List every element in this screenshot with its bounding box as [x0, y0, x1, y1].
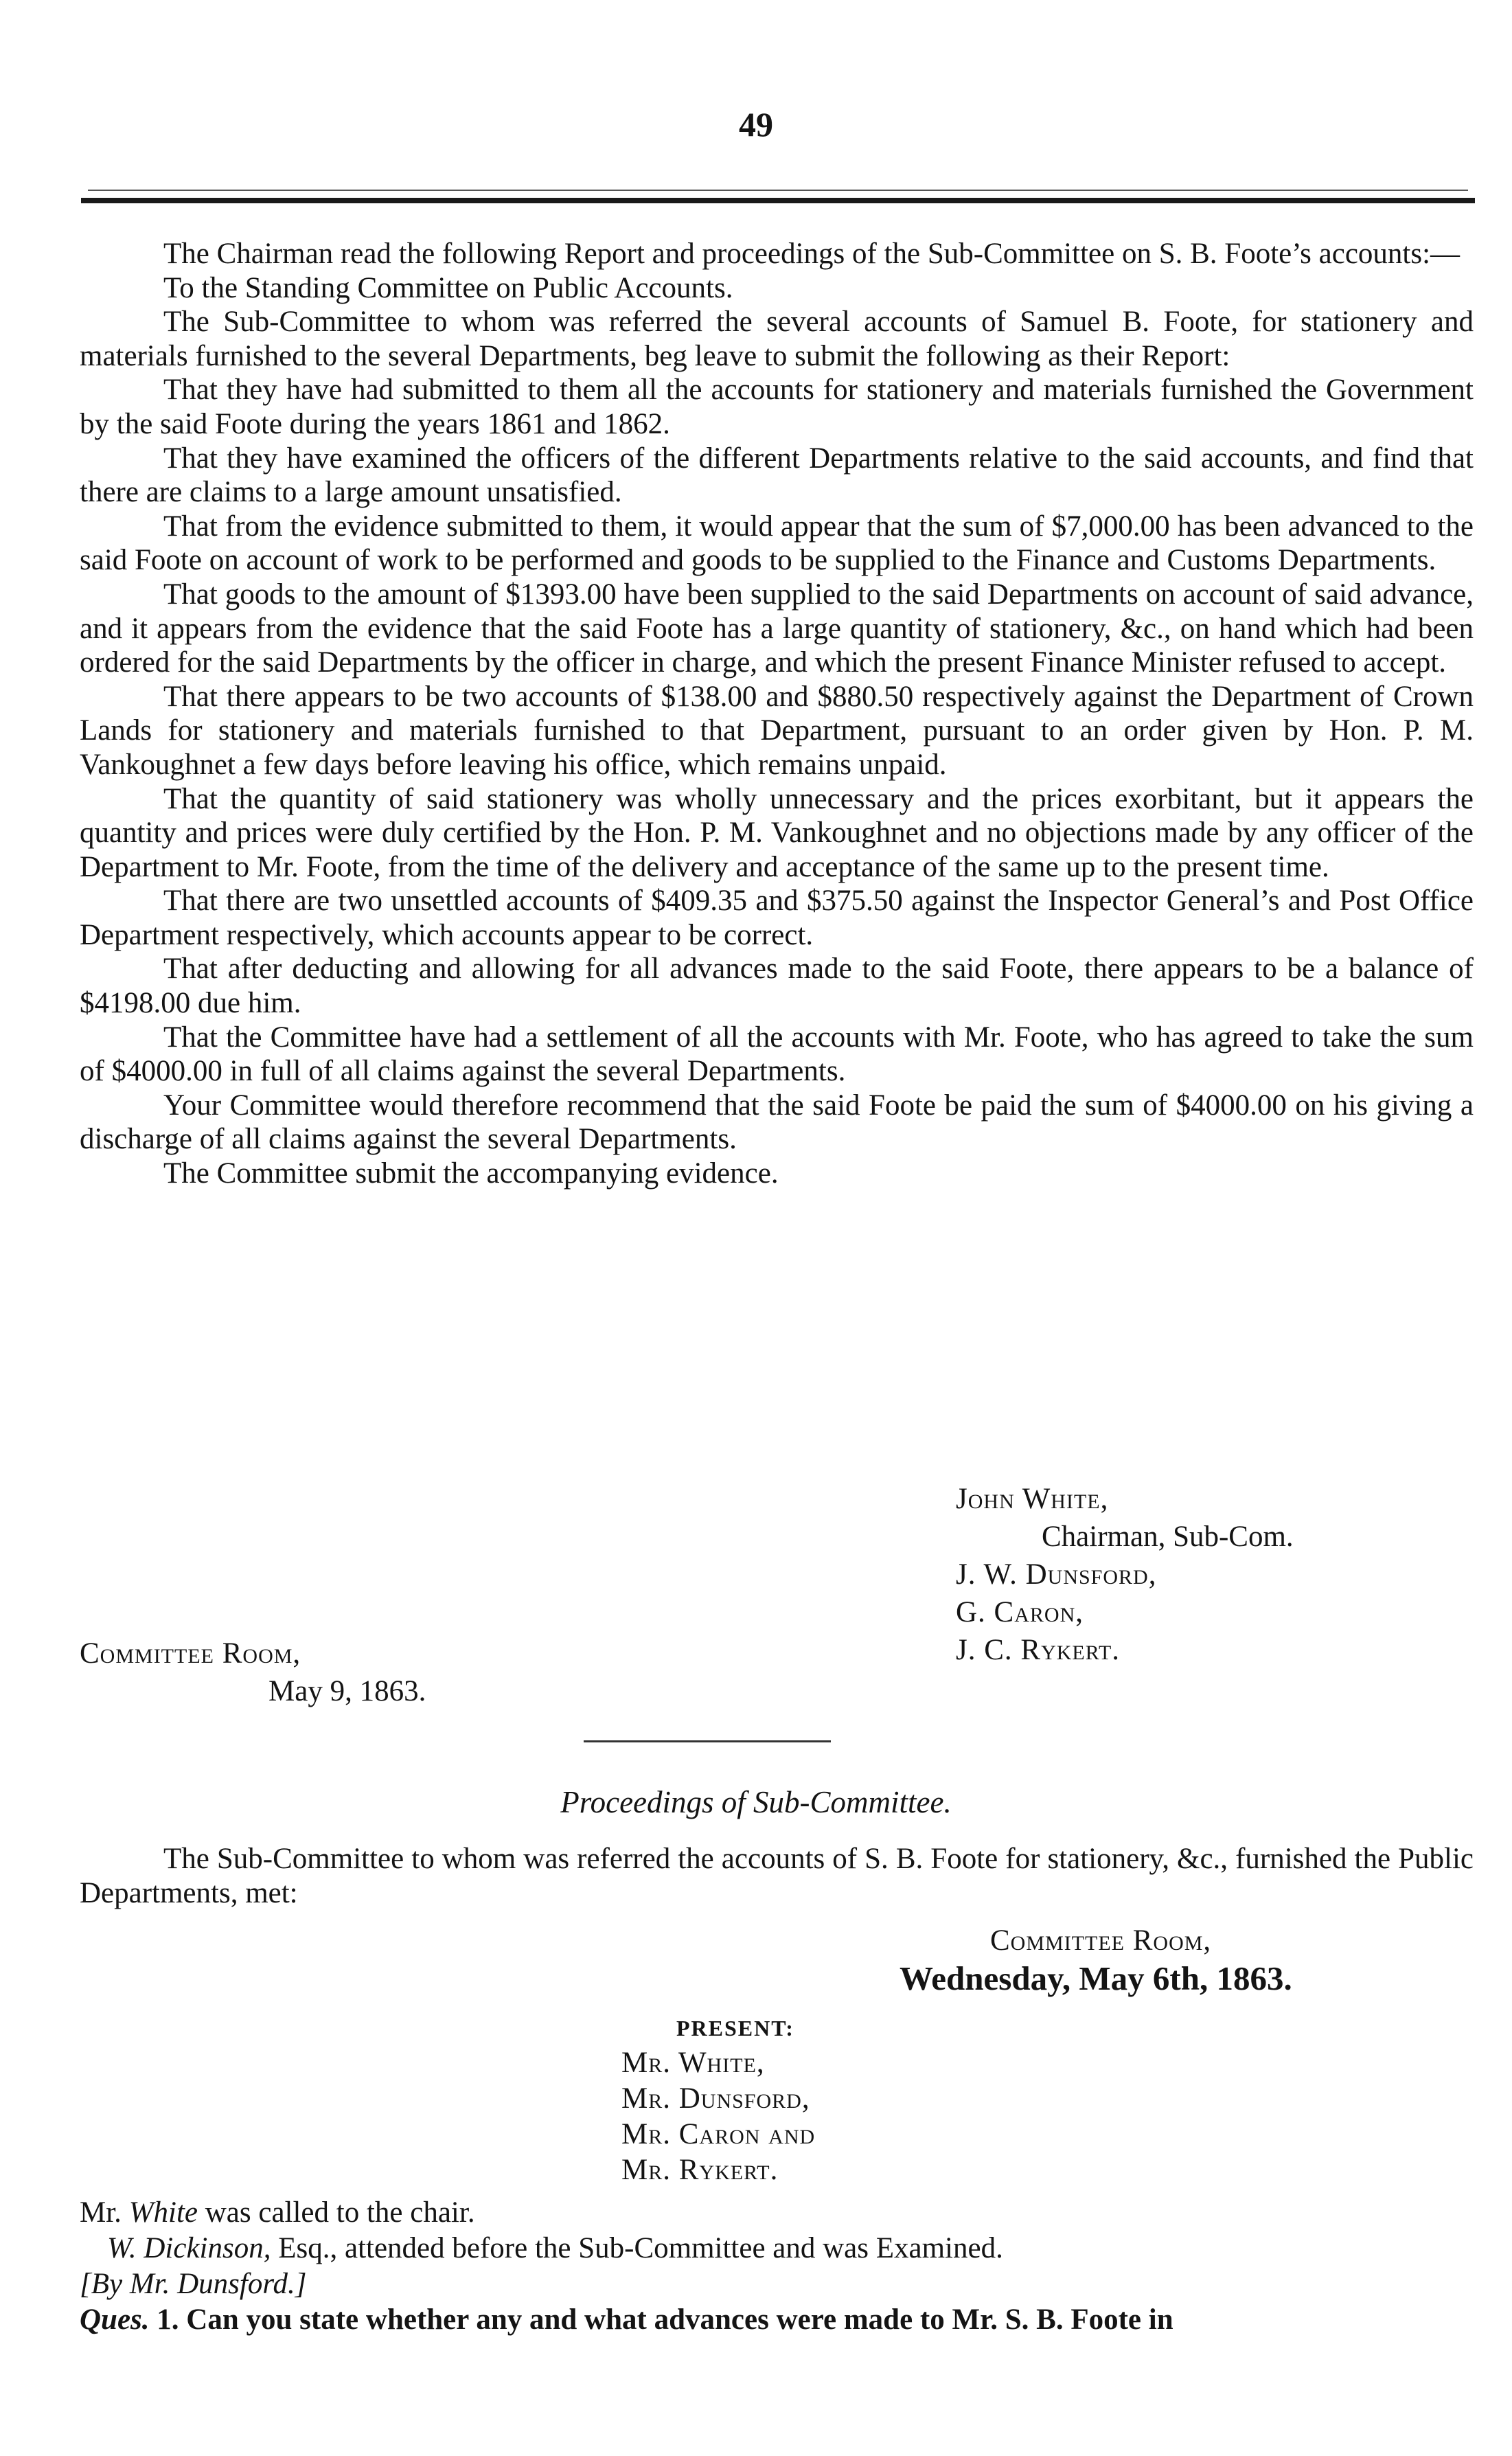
witness-rest: Esq., attended before the Sub-Committee and was Examined. — [271, 2232, 1003, 2264]
report-paragraph: Your Committee would therefore recommend that the said Foote be paid the sum of $4000.00 on his giving a discharge of all claims against the several Departments. — [80, 1089, 1474, 1156]
report-paragraph: To the Standing Committee on Public Accounts. — [163, 271, 733, 304]
report-paragraph: That they have examined the officers of the different Departments relative to the said accounts, and find that there are claims to a large amount unsatisfied. — [80, 442, 1474, 509]
chair-line: Mr. White was called to the chair. — [80, 2196, 475, 2229]
report-paragraph: That they have had submitted to them all the accounts for stationery and materials furnished the Government by the said Foote during the years 1861 and 1862. — [80, 374, 1474, 440]
header-rule-thick — [81, 198, 1475, 203]
signatory-member: J. C. Rykert. — [956, 1634, 1121, 1666]
signatory-chairman: John White, — [956, 1483, 1109, 1515]
section-divider — [584, 1740, 831, 1742]
report-paragraph: That there are two unsettled accounts of $409.35 and $375.50 against the Inspector General’s and Post Office Department respectively, which accounts appear to be correct. — [80, 885, 1474, 951]
proceedings-room: Committee Room, — [990, 1924, 1212, 1957]
report-paragraph: That from the evidence submitted to them, it would appear that the sum of $7,000.00 has been advanced to the said Foote on account of work to be performed and goods to be supplied to the Finance and Customs Departments. — [80, 510, 1474, 577]
signatory-member: J. W. Dunsford, — [956, 1558, 1157, 1591]
proceedings-date: Wednesday, May 6th, 1863. — [900, 1959, 1292, 1997]
report-paragraph: That goods to the amount of $1393.00 have been supplied to the said Departments on account of said advance, and it appears from the evidence that the said Foote has a large quantity of stationery, &c., on hand which had been ordered for the said Departments by the officer in charge, and which the present Finance Minister refused to accept. — [80, 578, 1474, 679]
header-rule-thin — [88, 190, 1468, 191]
report-paragraph: That after deducting and allowing for all advances made to the said Foote, there appears to be a balance of $4198.00 due him. — [80, 953, 1474, 1020]
report-paragraph: That there appears to be two accounts of $138.00 and $880.50 respectively against the Department of Crown Lands for stationery and materials furnished to that Department, pursuant to an order given by Hon. P. M. Vankoughnet a few days before leaving his office, which remains unpaid. — [80, 680, 1474, 781]
report-paragraph: That the quantity of said stationery was wholly unnecessary and the prices exorbitant, but it appears the quantity and prices were duly certified by the Hon. P. M. Vankoughnet and no objections made by any officer of the Department to Mr. Foote, from the time of the delivery and acceptance of the same up to the present time. — [80, 782, 1474, 883]
signature-block — [956, 1480, 1294, 1669]
report-body — [80, 237, 1474, 1191]
chairman-title: Chairman, Sub-Com. — [1042, 1521, 1294, 1553]
question-label: Ques. — [80, 2304, 150, 2336]
present-member: Mr. White, — [621, 2047, 765, 2079]
report-paragraph: The Sub-Committee to whom was referred the several accounts of Samuel B. Foote, for stationery and materials furnished to the several Departments, beg leave to submit the following as their Report: — [80, 306, 1474, 372]
report-paragraph: That the Committee have had a settlement of all the accounts with Mr. Foote, who has agreed to take the sum of $4000.00 in full of all claims against the several Departments. — [80, 1021, 1474, 1088]
page-number: 49 — [739, 105, 773, 144]
signatory-member: G. Caron, — [956, 1596, 1084, 1628]
present-label: PRESENT: — [676, 2016, 794, 2040]
witness-name: W. Dickinson, — [107, 2232, 271, 2264]
chair-line-name: White — [128, 2196, 198, 2229]
present-member: Mr. Dunsford, — [621, 2082, 810, 2115]
report-paragraph: The Chairman read the following Report and proceedings of the Sub-Committee on S. B. Foote’s accounts:— — [163, 238, 1461, 270]
committee-room-date: May 9, 1863. — [268, 1675, 426, 1707]
witness-line — [80, 2231, 1474, 2266]
chair-line-rest: was called to the chair. — [198, 2196, 475, 2229]
proceedings-intro-paragraph: The Sub-Committee to whom was referred the accounts of S. B. Foote for stationery, &c., furnished the Public Departments, met: — [80, 1843, 1474, 1909]
report-paragraph: The Committee submit the accompanying evidence. — [163, 1157, 779, 1190]
question-line — [80, 2302, 1474, 2338]
present-member: Mr. Rykert. — [621, 2154, 779, 2186]
proceedings-minutes — [80, 2195, 1474, 2338]
proceedings-title: Proceedings of Sub-Committee. — [560, 1785, 952, 1819]
present-members — [621, 2045, 815, 2188]
committee-room-dateline — [80, 1635, 426, 1710]
committee-room-label: Committee Room, — [80, 1637, 301, 1670]
present-member: Mr. Caron and — [621, 2118, 816, 2150]
question-text: 1. Can you state whether any and what advances were made to Mr. S. B. Foote in — [157, 2304, 1173, 2336]
proceedings-intro — [80, 1842, 1474, 1911]
examiner-line: [By Mr. Dunsford.] — [80, 2268, 307, 2300]
